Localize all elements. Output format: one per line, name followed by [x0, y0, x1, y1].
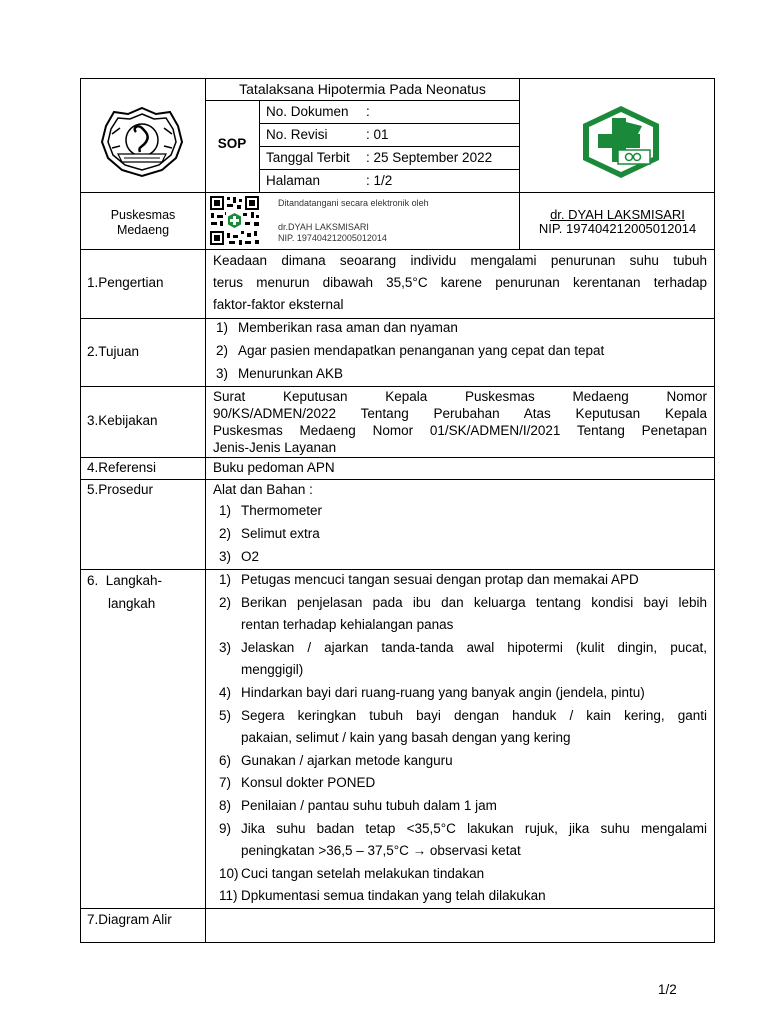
prosedur-item: O2 [241, 549, 260, 564]
tujuan-item: Menurunkan AKB [238, 366, 344, 381]
tujuan-item: Agar pasien mendapatkan penanganan yang cepat dan tepat [238, 343, 605, 358]
qr-signer-nip: NIP. 197404212005012014 [278, 233, 387, 243]
tujuan-item: Memberikan rasa aman dan nyaman [238, 320, 458, 335]
langkah-item-number: 2) [219, 595, 232, 610]
langkah-item-text: pakaian, selimut / kain yang basah dengan yang kering [241, 730, 571, 745]
head-nip: NIP. 197404212005012014 [538, 221, 697, 236]
prosedur-item: Selimut extra [241, 526, 320, 541]
langkah-item-number: 3) [219, 640, 232, 655]
tujuan-item-number: 3) [216, 366, 229, 381]
qr-caption: Ditandatangani secara elektronik oleh [278, 198, 429, 208]
org-name-line1: Puskesmas [110, 208, 176, 222]
kebijakan-line-1: Surat Keputusan Kepala Puskesmas Medaeng Nomor [213, 389, 707, 404]
issue-date-value: : 25 September 2022 [366, 150, 493, 165]
langkah-item-text: Dpkumentasi semua tindakan yang telah dilakukan [241, 888, 546, 903]
prosedur-intro: Alat dan Bahan : [213, 482, 313, 497]
langkah-item-text: Petugas mencuci tangan sesuai dengan protap dan memakai APD [241, 572, 639, 587]
footer-page-number: 1/2 [658, 982, 677, 997]
prosedur-item-number: 1) [219, 503, 232, 518]
prosedur-item-number: 2) [219, 526, 232, 541]
referensi-text: Buku pedoman APN [213, 460, 335, 475]
pengertian-line-3: faktor-faktor eksternal [213, 297, 344, 312]
revision-label: No. Revisi [266, 127, 328, 142]
pengertian-label: 1.Pengertian [87, 275, 164, 290]
tujuan-item-number: 1) [216, 320, 229, 335]
puskesmas-cross-logo [580, 104, 662, 180]
kebijakan-line-3: Puskesmas Medaeng Nomor 01/SK/ADMEN/I/2021 Tentang Penetapan [213, 423, 707, 438]
qr-signer-name: dr.DYAH LAKSMISARI [278, 222, 369, 232]
langkah-item-text: Berikan penjelasan pada ibu dan keluarga tentang kondisi bayi lebih [241, 595, 707, 610]
prosedur-item-number: 3) [219, 549, 232, 564]
langkah-item-number: 5) [219, 708, 232, 723]
langkah-item-text: Cuci tangan setelah melakukan tindakan [241, 866, 485, 881]
langkah-item-number: 7) [219, 775, 232, 790]
doc-no-label: No. Dokumen [266, 104, 349, 119]
regency-seal-logo [98, 104, 186, 180]
prosedur-item: Thermometer [241, 503, 323, 518]
langkah-item-number: 10) [219, 866, 239, 881]
langkah-label-line1: 6. Langkah- [87, 573, 163, 588]
revision-value: : 01 [366, 127, 389, 142]
langkah-item-text: Gunakan / ajarkan metode kanguru [241, 753, 453, 768]
pengertian-line-1: Keadaan dimana seoarang individu mengalami penurunan suhu tubuh [213, 253, 707, 268]
page-value: : 1/2 [366, 173, 393, 188]
langkah-label-line2: langkah [108, 596, 156, 611]
table-border-top [80, 78, 715, 79]
document-title: Tatalaksana Hipotermia Pada Neonatus [239, 81, 486, 97]
langkah-item-text: Hindarkan bayi dari ruang-ruang yang banyak angin (jendela, pintu) [241, 685, 645, 700]
langkah-item-text: rentan terhadap kehialangan panas [241, 617, 454, 632]
issue-date-label: Tanggal Terbit [266, 150, 350, 165]
diagram-label: 7.Diagram Alir [87, 912, 172, 927]
langkah-item-number: 6) [219, 753, 232, 768]
langkah-item-text: Penilaian / pantau suhu tubuh dalam 1 jam [241, 798, 497, 813]
qr-code-icon [209, 195, 260, 246]
tujuan-item-number: 2) [216, 343, 229, 358]
prosedur-label: 5.Prosedur [87, 482, 154, 497]
head-name: dr. DYAH LAKSMISARI [550, 207, 685, 222]
sop-label: SOP [217, 136, 247, 151]
langkah-item-text: Segera keringkan tubuh bayi dengan handuk / kain kering, ganti [241, 708, 707, 723]
referensi-label: 4.Referensi [87, 460, 157, 475]
kebijakan-line-4: Jenis-Jenis Layanan [213, 440, 337, 455]
org-name-line2: Medaeng [116, 223, 170, 237]
kebijakan-line-2: 90/KS/ADMEN/2022 Tentang Perubahan Atas Keputusan Kepala [213, 406, 707, 421]
langkah-item-number: 4) [219, 685, 232, 700]
langkah-item-text: Jika suhu badan tetap <35,5°C lakukan rujuk, jika suhu mengalami [241, 821, 707, 836]
table-border-bottom [80, 942, 715, 943]
langkah-item-number: 11) [219, 888, 238, 903]
langkah-item-text: Konsul dokter PONED [241, 775, 376, 790]
langkah-item-number: 1) [219, 572, 232, 587]
page-label: Halaman [266, 173, 321, 188]
tujuan-label: 2.Tujuan [87, 344, 140, 359]
langkah-item-text: menggigil) [241, 662, 304, 677]
langkah-item-text: peningkatan >36,5 – 37,5°C → observasi ketat [241, 843, 521, 858]
doc-no-value: : [366, 104, 370, 119]
langkah-item-number: 8) [219, 798, 232, 813]
kebijakan-label: 3.Kebijakan [87, 413, 158, 428]
pengertian-line-2: terus menurun dibawah 35,5°C karene penurunan kerentanan terhadap [213, 275, 707, 290]
langkah-item-number: 9) [219, 821, 232, 836]
langkah-item-text: Jelaskan / ajarkan tanda-tanda awal hipotermi (kulit dingin, pucat, [241, 640, 707, 655]
